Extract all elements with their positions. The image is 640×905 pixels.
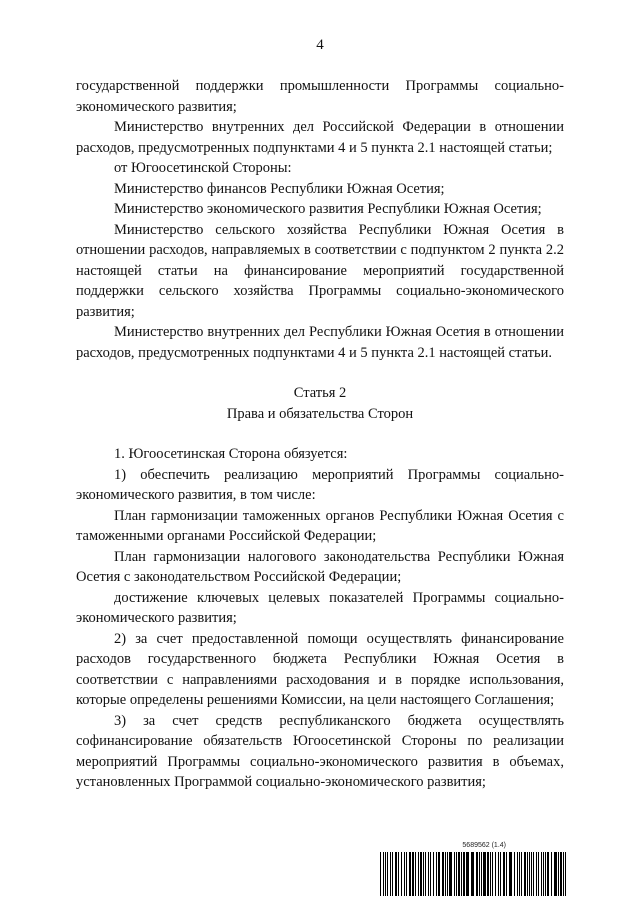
document-stamp <box>380 842 568 898</box>
spacer <box>76 424 564 444</box>
paragraph: План гармонизации налогового законодательства Республики Южная Осетия с законодательством Российской Федерации; <box>76 548 564 585</box>
article-title: Права и обязательства Сторон <box>226 405 414 422</box>
barcode-icon <box>380 852 568 896</box>
paragraph: достижение ключевых целевых показателей Программы социально-экономического развития; <box>76 589 564 626</box>
paragraph: от Югоосетинской Стороны: <box>114 160 292 176</box>
paragraph: Министерство внутренних дел Республики Южная Осетия в отношении расходов, предусмотренных подпунктами 4 и 5 пункта 2.1 настоящей статьи. <box>76 324 564 361</box>
paragraph: План гармонизации таможенных органов Республики Южная Осетия с таможенными органами Российской Федерации; <box>76 507 564 544</box>
document-body <box>76 76 564 793</box>
article-number: Статья 2 <box>293 385 347 401</box>
paragraph: Министерство экономического развития Республики Южная Осетия; <box>114 201 542 217</box>
spacer <box>76 363 564 383</box>
paragraph: Министерство сельского хозяйства Республики Южная Осетия в отношении расходов, направляемых в соответствии с подпунктом 2 пункта 2.2 настоящей статьи на финансирование мероприятий государственной поддержки сельского хозяйства Программы социально-экономического развития; <box>76 221 564 320</box>
stamp-code: 5689562 (1.4) <box>462 842 506 849</box>
page-number: 4 <box>316 37 324 53</box>
paragraph: 1. Югоосетинская Сторона обязуется: <box>114 446 348 462</box>
paragraph: Министерство финансов Республики Южная Осетия; <box>114 180 445 197</box>
paragraph: Министерство внутренних дел Российской Федерации в отношении расходов, предусмотренных подпунктами 4 и 5 пункта 2.1 настоящей статьи; <box>76 119 564 156</box>
paragraph: 1) обеспечить реализацию мероприятий Программы социально-экономического развития, в том числе: <box>76 466 564 503</box>
paragraph: 3) за счет средств республиканского бюджета осуществлять софинансирование обязательств Югоосетинской Стороны по реализации мероприятий Программы социально-экономического развития в объемах, установленных Программой социально-экономического развития; <box>76 712 564 790</box>
paragraph: государственной поддержки промышленности Программы социально-экономического развития; <box>76 78 564 115</box>
paragraph: 2) за счет предоставленной помощи осуществлять финансирование расходов государственного бюджета Республики Южная Осетия в соответствии с направлениями расходования и в порядке использования, которые определены решениями Комиссии, на цели настоящего Соглашения; <box>76 630 564 708</box>
